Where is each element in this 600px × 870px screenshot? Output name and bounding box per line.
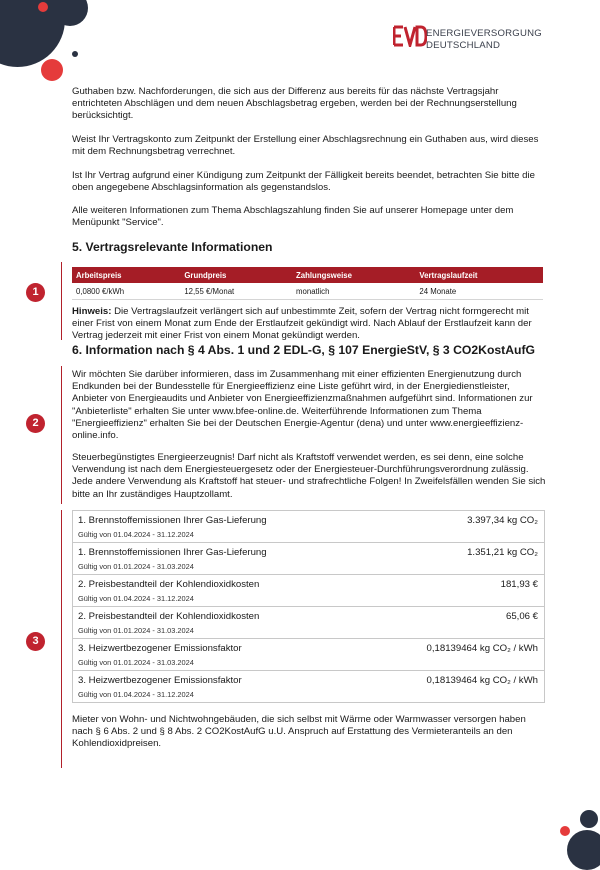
contract-note bbox=[72, 306, 546, 343]
list-item bbox=[73, 607, 544, 639]
emission-value: 181,93 € bbox=[500, 579, 538, 590]
decor-circle-tiny bbox=[72, 51, 78, 57]
emission-validity: Gültig von 01.04.2024 - 31.12.2024 bbox=[78, 594, 194, 603]
list-item bbox=[73, 639, 544, 671]
brand-name bbox=[426, 28, 542, 52]
intro-paragraph-4: Alle weiteren Informationen zum Thema Abschlagszahlung finden Sie auf unserer Homepage unter dem Menüpunkt "Service". bbox=[72, 205, 514, 229]
emission-value: 1.351,21 kg CO₂ bbox=[467, 547, 538, 558]
emission-label: 1. Brennstoffemissionen Ihrer Gas-Lieferung bbox=[78, 515, 267, 526]
header-vertragslaufzeit: Vertragslaufzeit bbox=[415, 267, 543, 283]
emissions-list bbox=[72, 510, 545, 703]
emission-value: 0,18139464 kg CO₂ / kWh bbox=[426, 675, 538, 686]
emission-label: 2. Preisbestandteil der Kohlendioxidkosten bbox=[78, 579, 260, 590]
section-marker-line-2 bbox=[61, 366, 62, 504]
cell-vertragslaufzeit: 24 Monate bbox=[415, 283, 543, 300]
cell-arbeitspreis: 0,0800 €/kWh bbox=[72, 283, 180, 300]
decor-circle-small bbox=[38, 2, 48, 12]
emission-validity: Gültig von 01.01.2024 - 31.03.2024 bbox=[78, 626, 194, 635]
decor-circle-bottom-red bbox=[560, 826, 570, 836]
emission-label: 3. Heizwertbezogener Emissionsfaktor bbox=[78, 675, 242, 686]
emission-value: 0,18139464 kg CO₂ / kWh bbox=[426, 643, 538, 654]
tax-notice-paragraph: Steuerbegünstigtes Energieerzeugnis! Darf nicht als Kraftstoff verwendet werden, es sei denn, eine solche Verwendung ist nach dem Energiesteuergesetz oder der Energiesteuer-Durchführungsverordnung zulässig. Jede andere Verwendung als Kraftstoff hat steuer- und strafrechtliche Folgen! In Zweifelsfällen wenden Sie sich bitte an Ihr zuständiges Hauptzollamt. bbox=[72, 452, 546, 500]
emission-validity: Gültig von 01.04.2024 - 31.12.2024 bbox=[78, 690, 194, 699]
section-marker-2: 2 bbox=[26, 414, 45, 433]
list-item bbox=[73, 575, 544, 607]
list-item bbox=[73, 511, 544, 543]
brand-logo bbox=[393, 25, 553, 55]
emission-label: 3. Heizwertbezogener Emissionsfaktor bbox=[78, 643, 242, 654]
section-marker-3: 3 bbox=[26, 632, 45, 651]
table-header-row bbox=[72, 267, 543, 283]
decor-circle-red bbox=[41, 59, 63, 81]
cell-grundpreis: 12,55 €/Monat bbox=[180, 283, 292, 300]
section-marker-line-3 bbox=[61, 510, 62, 768]
contract-info-table bbox=[72, 267, 543, 300]
evd-logo-icon bbox=[393, 25, 427, 47]
note-label: Hinweis: bbox=[72, 306, 112, 317]
emission-label: 2. Preisbestandteil der Kohlendioxidkosten bbox=[78, 611, 260, 622]
intro-paragraph-3: Ist Ihr Vertrag aufgrund einer Kündigung zum Zeitpunkt der Fälligkeit bereits beendet, betrachten Sie bitte die oben angegebene Abschlagsinformation als gegenstandslos. bbox=[72, 170, 535, 194]
tenant-refund-paragraph: Mieter von Wohn- und Nichtwohngebäuden, die sich selbst mit Wärme oder Warmwasser versorgen haben nach § 6 Abs. 2 und § 8 Abs. 2 CO2KostAufG u.U. Anspruch auf Erstattung des Vermieteranteils an den Kohlendioxidpreisen. bbox=[72, 714, 526, 750]
list-item bbox=[73, 671, 544, 702]
section5-title: 5. Vertragsrelevante Informationen bbox=[72, 240, 273, 254]
intro-paragraph-2: Weist Ihr Vertragskonto zum Zeitpunkt der Erstellung einer Abschlagsrechnung ein Guthaben aus, wird dieses mit dem Rechnungsbetrag verrechnet. bbox=[72, 134, 539, 158]
emission-validity: Gültig von 01.04.2024 - 31.12.2024 bbox=[78, 530, 194, 539]
table-row bbox=[72, 283, 543, 300]
emission-validity: Gültig von 01.01.2024 - 31.03.2024 bbox=[78, 562, 194, 571]
brand-name-line2: DEUTSCHLAND bbox=[426, 40, 501, 51]
emission-value: 65,06 € bbox=[505, 611, 538, 622]
emission-value: 3.397,34 kg CO₂ bbox=[467, 515, 538, 526]
section-marker-1: 1 bbox=[26, 283, 45, 302]
section6-title: 6. Information nach § 4 Abs. 1 und 2 EDL-G, § 107 EnergieStV, § 3 CO2KostAufG bbox=[72, 343, 536, 357]
header-grundpreis: Grundpreis bbox=[180, 267, 292, 283]
intro-paragraph-1: Guthaben bzw. Nachforderungen, die sich aus der Differenz aus bereits für das nächste Vertragsjahr entrichteten Abschlägen und dem neuen Abschlagsbetrag ergeben, werden bei der Rechnungserstellung berücksichtigt. bbox=[72, 86, 517, 122]
list-item bbox=[73, 543, 544, 575]
section-marker-line-1 bbox=[61, 262, 62, 340]
decor-circle-bottom-medium bbox=[580, 810, 598, 828]
header-arbeitspreis: Arbeitspreis bbox=[72, 267, 180, 283]
emission-validity: Gültig von 01.01.2024 - 31.03.2024 bbox=[78, 658, 194, 667]
energy-efficiency-paragraph: Wir möchten Sie darüber informieren, dass im Zusammenhang mit einer effizienten Energienutzung durch Endkunden bei der Bundesstelle für Energieeffizienz eine Liste geführt wird, in der Energiedienstleister, Anbieter von Energieaudits und Anbieter von Energieeffizienzmaßnahmen aufgeführt sind. Informationen zur "Anbieterliste" erhalten Sie unter www.bfee-online.de. Weiterführende Informationen zum Thema "Energieeffizienz" erhalten Sie bei der Deutschen Energie-Agentur (dena) und unter www.energieeffizienz-online.info. bbox=[72, 369, 533, 442]
brand-name-line1: ENERGIEVERSORGUNG bbox=[426, 28, 542, 39]
emission-label: 1. Brennstoffemissionen Ihrer Gas-Lieferung bbox=[78, 547, 267, 558]
header-zahlungsweise: Zahlungsweise bbox=[292, 267, 415, 283]
cell-zahlungsweise: monatlich bbox=[292, 283, 415, 300]
decor-circle-bottom-large bbox=[567, 830, 600, 870]
note-text: Die Vertragslaufzeit verlängert sich auf unbestimmte Zeit, sofern der Vertrag nicht formgerecht mit einer Frist von einem Monat zum Ende der Erstlaufzeit gekündigt wird. Nach Ablauf der Erstlaufzeit kann der Vertrag jederzeit mit einer Frist von einem Monat gekündigt werden. bbox=[72, 306, 532, 342]
